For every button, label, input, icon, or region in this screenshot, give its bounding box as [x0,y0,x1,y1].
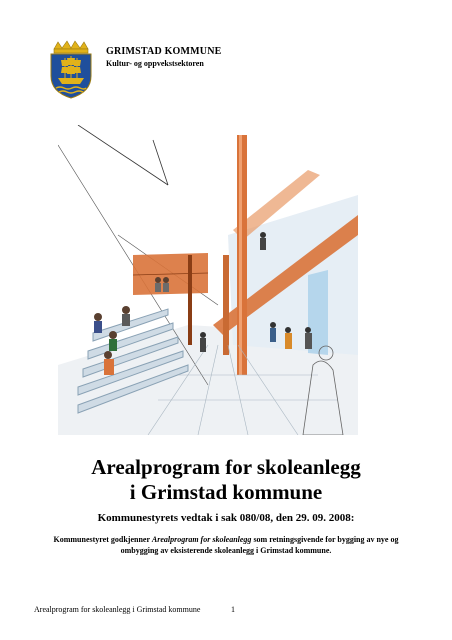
organization-header [106,46,222,68]
architecture-sketch-image [58,125,358,435]
note-text-start: Kommunestyret godkjenner [53,535,152,544]
approval-note [30,534,422,556]
municipal-crest-icon [46,40,96,100]
page-footer [34,605,235,614]
title-line-2: i Grimstad kommune [129,480,323,504]
note-text-line-2: ombygging av eksisterende skoleanlegg i Grimstad kommune. [120,546,332,555]
note-text-italic: Arealprogram for skoleanlegg [151,535,252,544]
title-line-1: Arealprogram for skoleanlegg [91,455,361,479]
department-name: Kultur- og oppvekstsektoren [106,59,204,68]
council-decision-heading: Kommunestyrets vedtak i sak 080/08, den 29. 09. 2008: [97,512,355,524]
footer-text: Arealprogram for skoleanlegg i Grimstad kommune [34,605,201,614]
document-title [0,455,452,505]
page-number: 1 [231,605,235,614]
note-text-end: som retningsgivende for bygging av nye og [251,535,399,544]
organization-name: GRIMSTAD KOMMUNE [106,46,222,57]
